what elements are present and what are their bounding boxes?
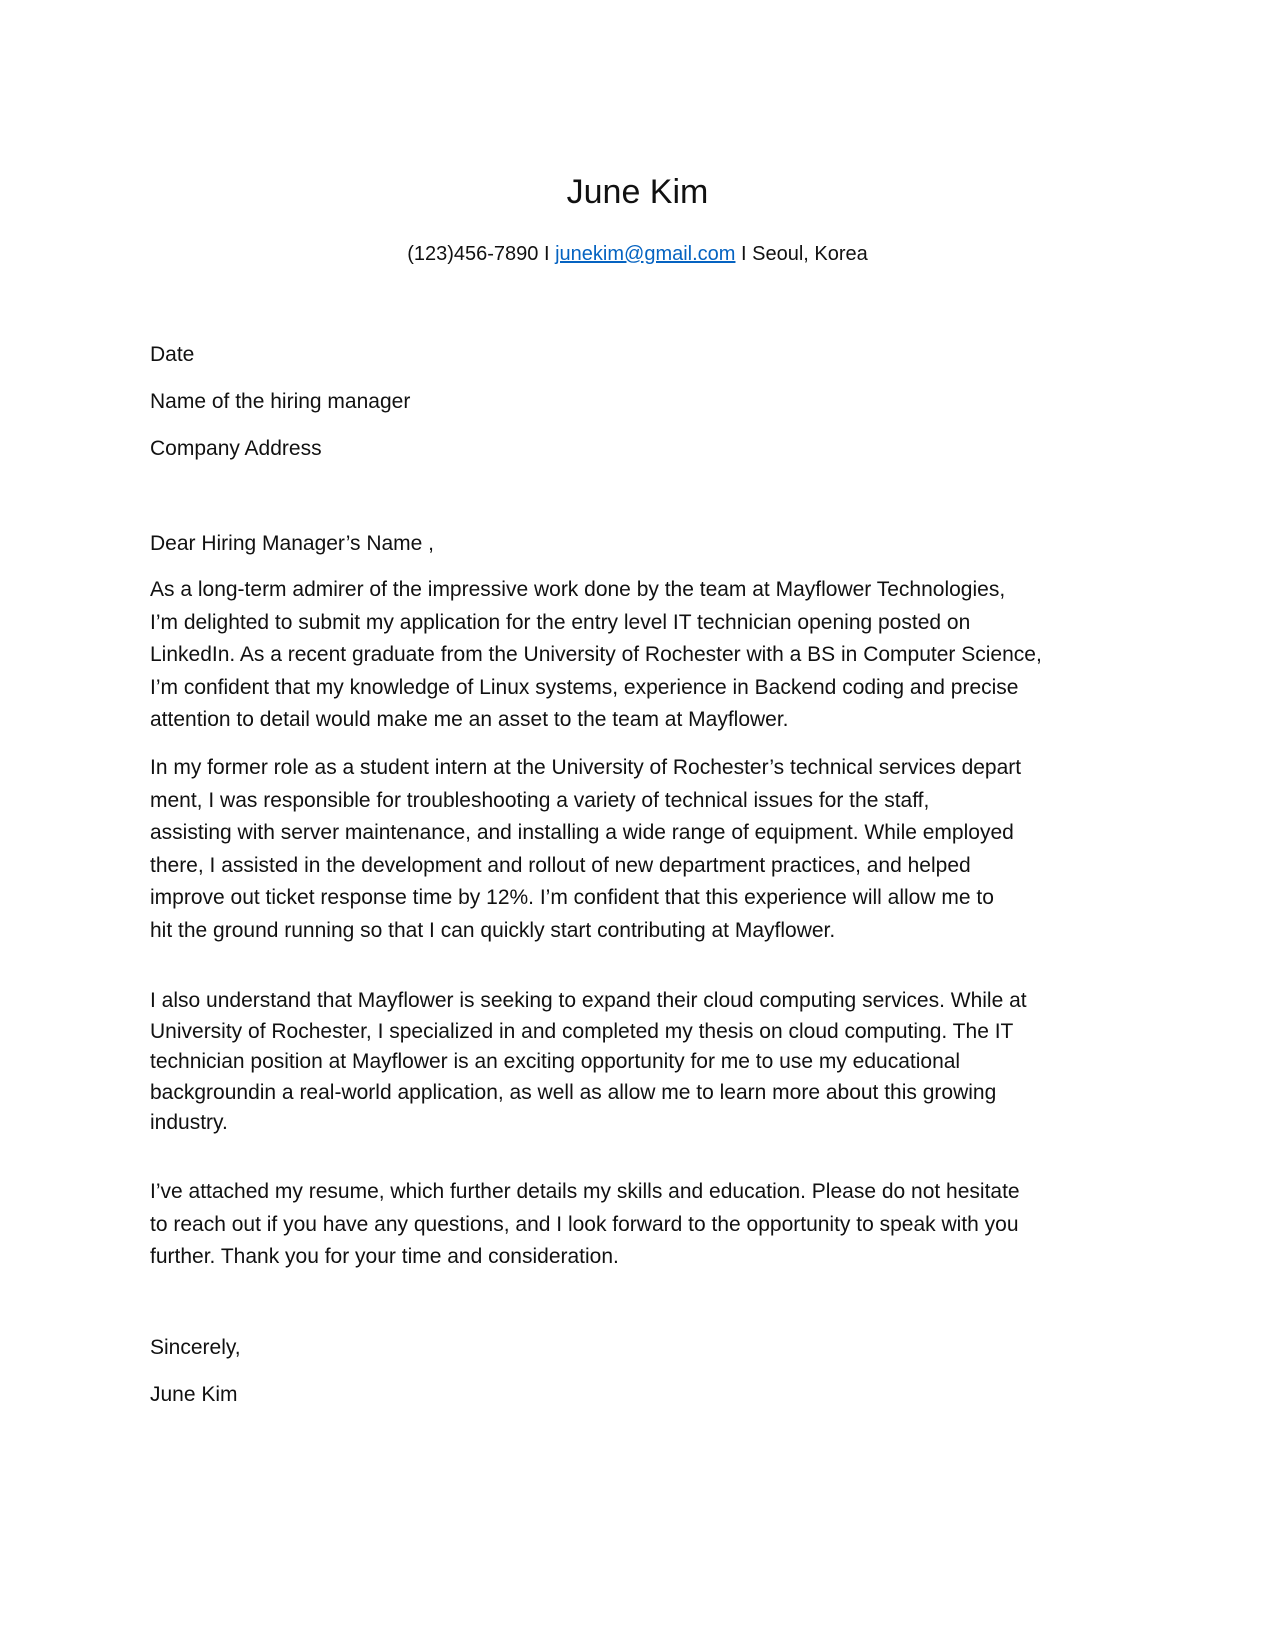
paragraph-line: hit the ground running so that I can quickly start contributing at Mayflower. [150,918,836,942]
contact-separator: I [741,243,747,265]
paragraph-line: backgroundin a real-world application, as well as allow me to learn more about this growing [150,1080,997,1104]
paragraph-line: ment, I was responsible for troubleshooting a variety of technical issues for the staff, [150,788,930,812]
hiring-manager-line: Name of the hiring manager [150,390,411,413]
signature: June Kim [150,1383,238,1406]
sender-name: June Kim [566,173,709,211]
paragraph-line: As a long-term admirer of the impressive work done by the team at Mayflower Technologies, [150,578,1006,601]
paragraph-line: improve out ticket response time by 12%. I’m confident that this experience will allow me to [150,886,994,909]
paragraph-line: technician position at Mayflower is an exciting opportunity for me to use my educational [150,1050,961,1074]
paragraph-line: In my former role as a student intern at the University of Rochester’s technical services depart [150,756,1022,779]
body-paragraph-3 [150,986,1130,1139]
paragraph-line: attention to detail would make me an asset to the team at Mayflower. [150,708,789,731]
contact-separator: I [543,243,550,265]
paragraph-line: I also understand that Mayflower is seeking to expand their cloud computing services. While at [150,989,1027,1012]
phone-number: (123)456-7890 [407,243,539,265]
body-paragraph-4 [150,1176,1130,1274]
paragraph-line: I’ve attached my resume, which further details my skills and education. Please do not hesitate [150,1180,1020,1203]
paragraph-line: industry. [150,1111,228,1135]
paragraph-line: I’m delighted to submit my application for the entry level IT technician opening posted on [150,610,971,634]
location: Seoul, Korea [752,243,868,265]
body-paragraph-2 [150,752,1130,947]
paragraph-line: there, I assisted in the development and rollout of new department practices, and helped [150,853,971,877]
closing: Sincerely, [150,1336,241,1359]
paragraph-line: assisting with server maintenance, and installing a wide range of equipment. While employed [150,821,1014,844]
paragraph-line: LinkedIn. As a recent graduate from the University of Rochester with a BS in Computer Science, [150,643,1042,666]
date-line: Date [150,343,195,366]
paragraph-line: further. Thank you for your time and consideration. [150,1245,619,1268]
body-paragraph-1 [150,574,1130,737]
salutation: Dear Hiring Manager’s Name , [150,532,435,555]
paragraph-line: University of Rochester, I specialized in and completed my thesis on cloud computing. The IT [150,1019,1014,1043]
company-address-line: Company Address [150,437,322,460]
paragraph-line: to reach out if you have any questions, and I look forward to the opportunity to speak with you [150,1212,1019,1236]
paragraph-line: I’m confident that my knowledge of Linux systems, experience in Backend coding and precise [150,675,1019,699]
contact-line [0,241,1275,267]
email-link[interactable]: junekim@gmail.com [555,243,736,265]
